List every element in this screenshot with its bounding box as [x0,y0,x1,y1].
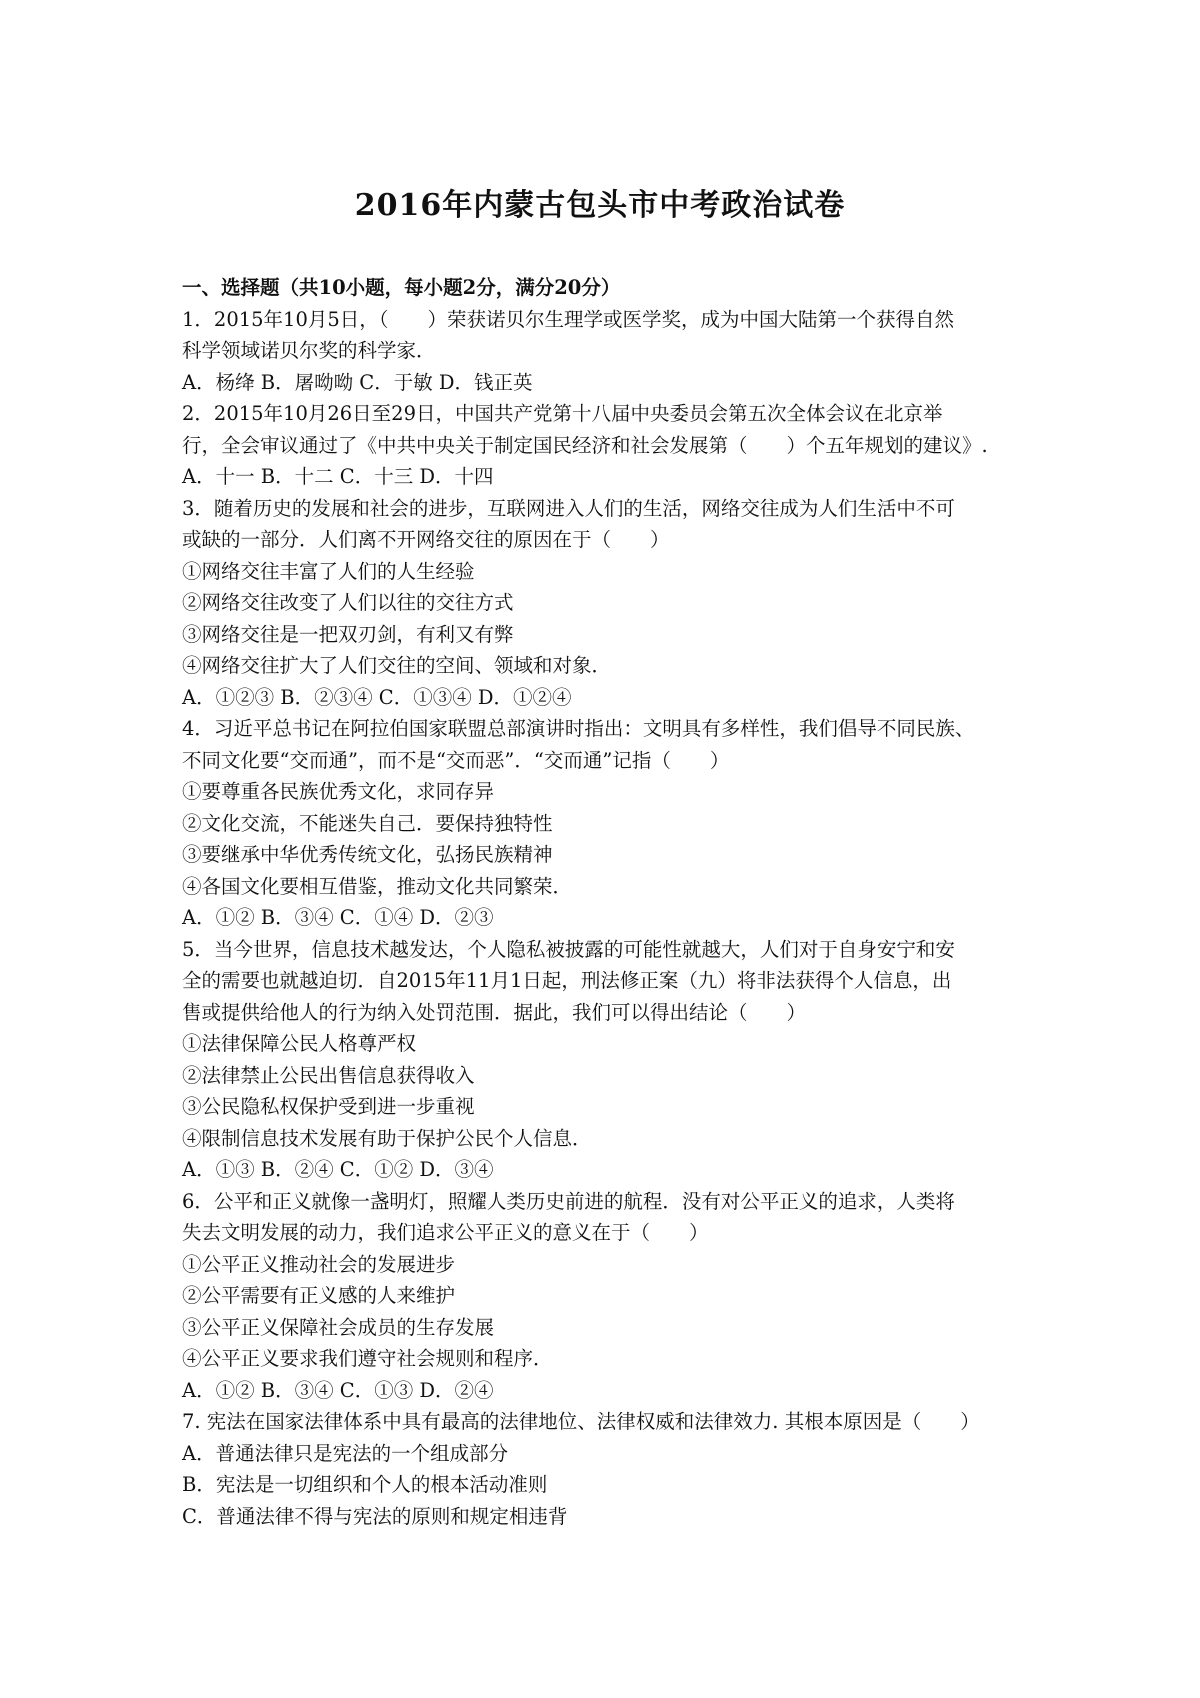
question-stem-line: 2．2015年10月26日至29日，中国共产党第十八届中央委员会第五次全体会议在北京举 [182,402,943,425]
question-stem-line: 1．2015年10月5日，（ ）荣获诺贝尔生理学或医学奖，成为中国大陆第一个获得自然 [182,307,955,331]
statement-item: ①法律保障公民人格尊严权 [182,1032,417,1055]
question-stem-line: 全的需要也就越迫切．自2015年11月1日起，刑法修正案（九）将非法获得个人信息，出 [182,969,952,992]
statement-item: ④公平正义要求我们遵守社会规则和程序． [182,1347,553,1370]
question-stem-line: 售或提供给他人的行为纳入处罚范围．据此，我们可以得出结论（ ） [182,1000,807,1024]
question-stem-line: 4．习近平总书记在阿拉伯国家联盟总部演讲时指出：文明具有多样性，我们倡导不同民族、 [182,717,975,740]
question-stem-line: 6．公平和正义就像一盏明灯，照耀人类历史前进的航程．没有对公平正义的追求，人类将 [182,1189,955,1213]
answer-options: A．十一 B．十二 C．十三 D．十四 [182,465,494,488]
statement-item: ①公平正义推动社会的发展进步 [182,1252,456,1276]
question [182,934,1032,1186]
question [182,304,1032,399]
question [182,493,1032,714]
question [182,1186,1032,1407]
page-title: 2016年内蒙古包头市中考政治试卷 [354,188,846,223]
question-stem-line: 3．随着历史的发展和社会的进步，互联网进入人们的生活，网络交往成为人们生活中不可 [182,496,955,520]
question-stem-line: 或缺的一部分．人们离不开网络交往的原因在于（ ） [182,528,670,551]
question-stem-line: 不同文化要“交而通”，而不是“交而恶”．“交而通”记指（ ） [182,748,730,772]
statement-item: ④各国文化要相互借鉴，推动文化共同繁荣． [182,874,573,898]
statement-item: ③公民隐私权保护受到进一步重视 [182,1095,475,1118]
answer-option: C．普通法律不得与宪法的原则和规定相违背 [182,1504,568,1528]
answer-options: A．①②③ B．②③④ C．①③④ D．①②④ [182,685,572,709]
statement-item: ②公平需要有正义感的人来维护 [182,1284,456,1307]
statement-item: ①要尊重各民族优秀文化，求同存异 [182,780,495,803]
answer-options: A．①② B．③④ C．①④ D．②③ [182,906,494,929]
statement-item: ②网络交往改变了人们以往的交往方式 [182,591,514,614]
statement-item: ②法律禁止公民出售信息获得收入 [182,1063,475,1087]
statement-item: ④网络交往扩大了人们交往的空间、领域和对象． [182,654,612,677]
answer-options: A．①② B．③④ C．①③ D．②④ [182,1378,494,1402]
question-stem-line: 失去文明发展的动力，我们追求公平正义的意义在于（ ） [182,1221,709,1244]
statement-item: ③网络交往是一把双刃剑，有利又有弊 [182,622,514,646]
question [182,1406,1032,1532]
statement-item: ②文化交流，不能迷失自己．要保持独特性 [182,811,553,835]
statement-item: ①网络交往丰富了人们的人生经验 [182,559,475,583]
question-stem-line: 7. 宪法在国家法律体系中具有最高的法律地位、法律权威和法律效力. 其根本原因是（ ） [182,1410,980,1433]
exam-content [182,272,1032,1532]
statement-item: ③公平正义保障社会成员的生存发展 [182,1315,495,1339]
section-header: 一、选择题（共10小题，每小题2分，满分20分） [182,276,621,299]
answer-option: B．宪法是一切组织和个人的根本活动准则 [182,1473,548,1496]
answer-options: A．杨绛 B．屠呦呦 C．于敏 D．钱正英 [182,370,533,394]
question-stem-line: 行，全会审议通过了《中共中央关于制定国民经济和社会发展第（ ）个五年规划的建议》. [182,433,988,457]
question-stem-line: 科学领域诺贝尔奖的科学家． [182,339,436,362]
statement-item: ③要继承中华优秀传统文化，弘扬民族精神 [182,843,553,866]
statement-item: ④限制信息技术发展有助于保护公民个人信息． [182,1126,592,1150]
answer-options: A．①③ B．②④ C．①② D．③④ [182,1158,494,1181]
question-stem-line: 5．当今世界，信息技术越发达，个人隐私被披露的可能性就越大，人们对于自身安宁和安 [182,937,955,961]
question [182,398,1032,493]
question [182,713,1032,934]
answer-option: A．普通法律只是宪法的一个组成部分 [182,1441,509,1465]
